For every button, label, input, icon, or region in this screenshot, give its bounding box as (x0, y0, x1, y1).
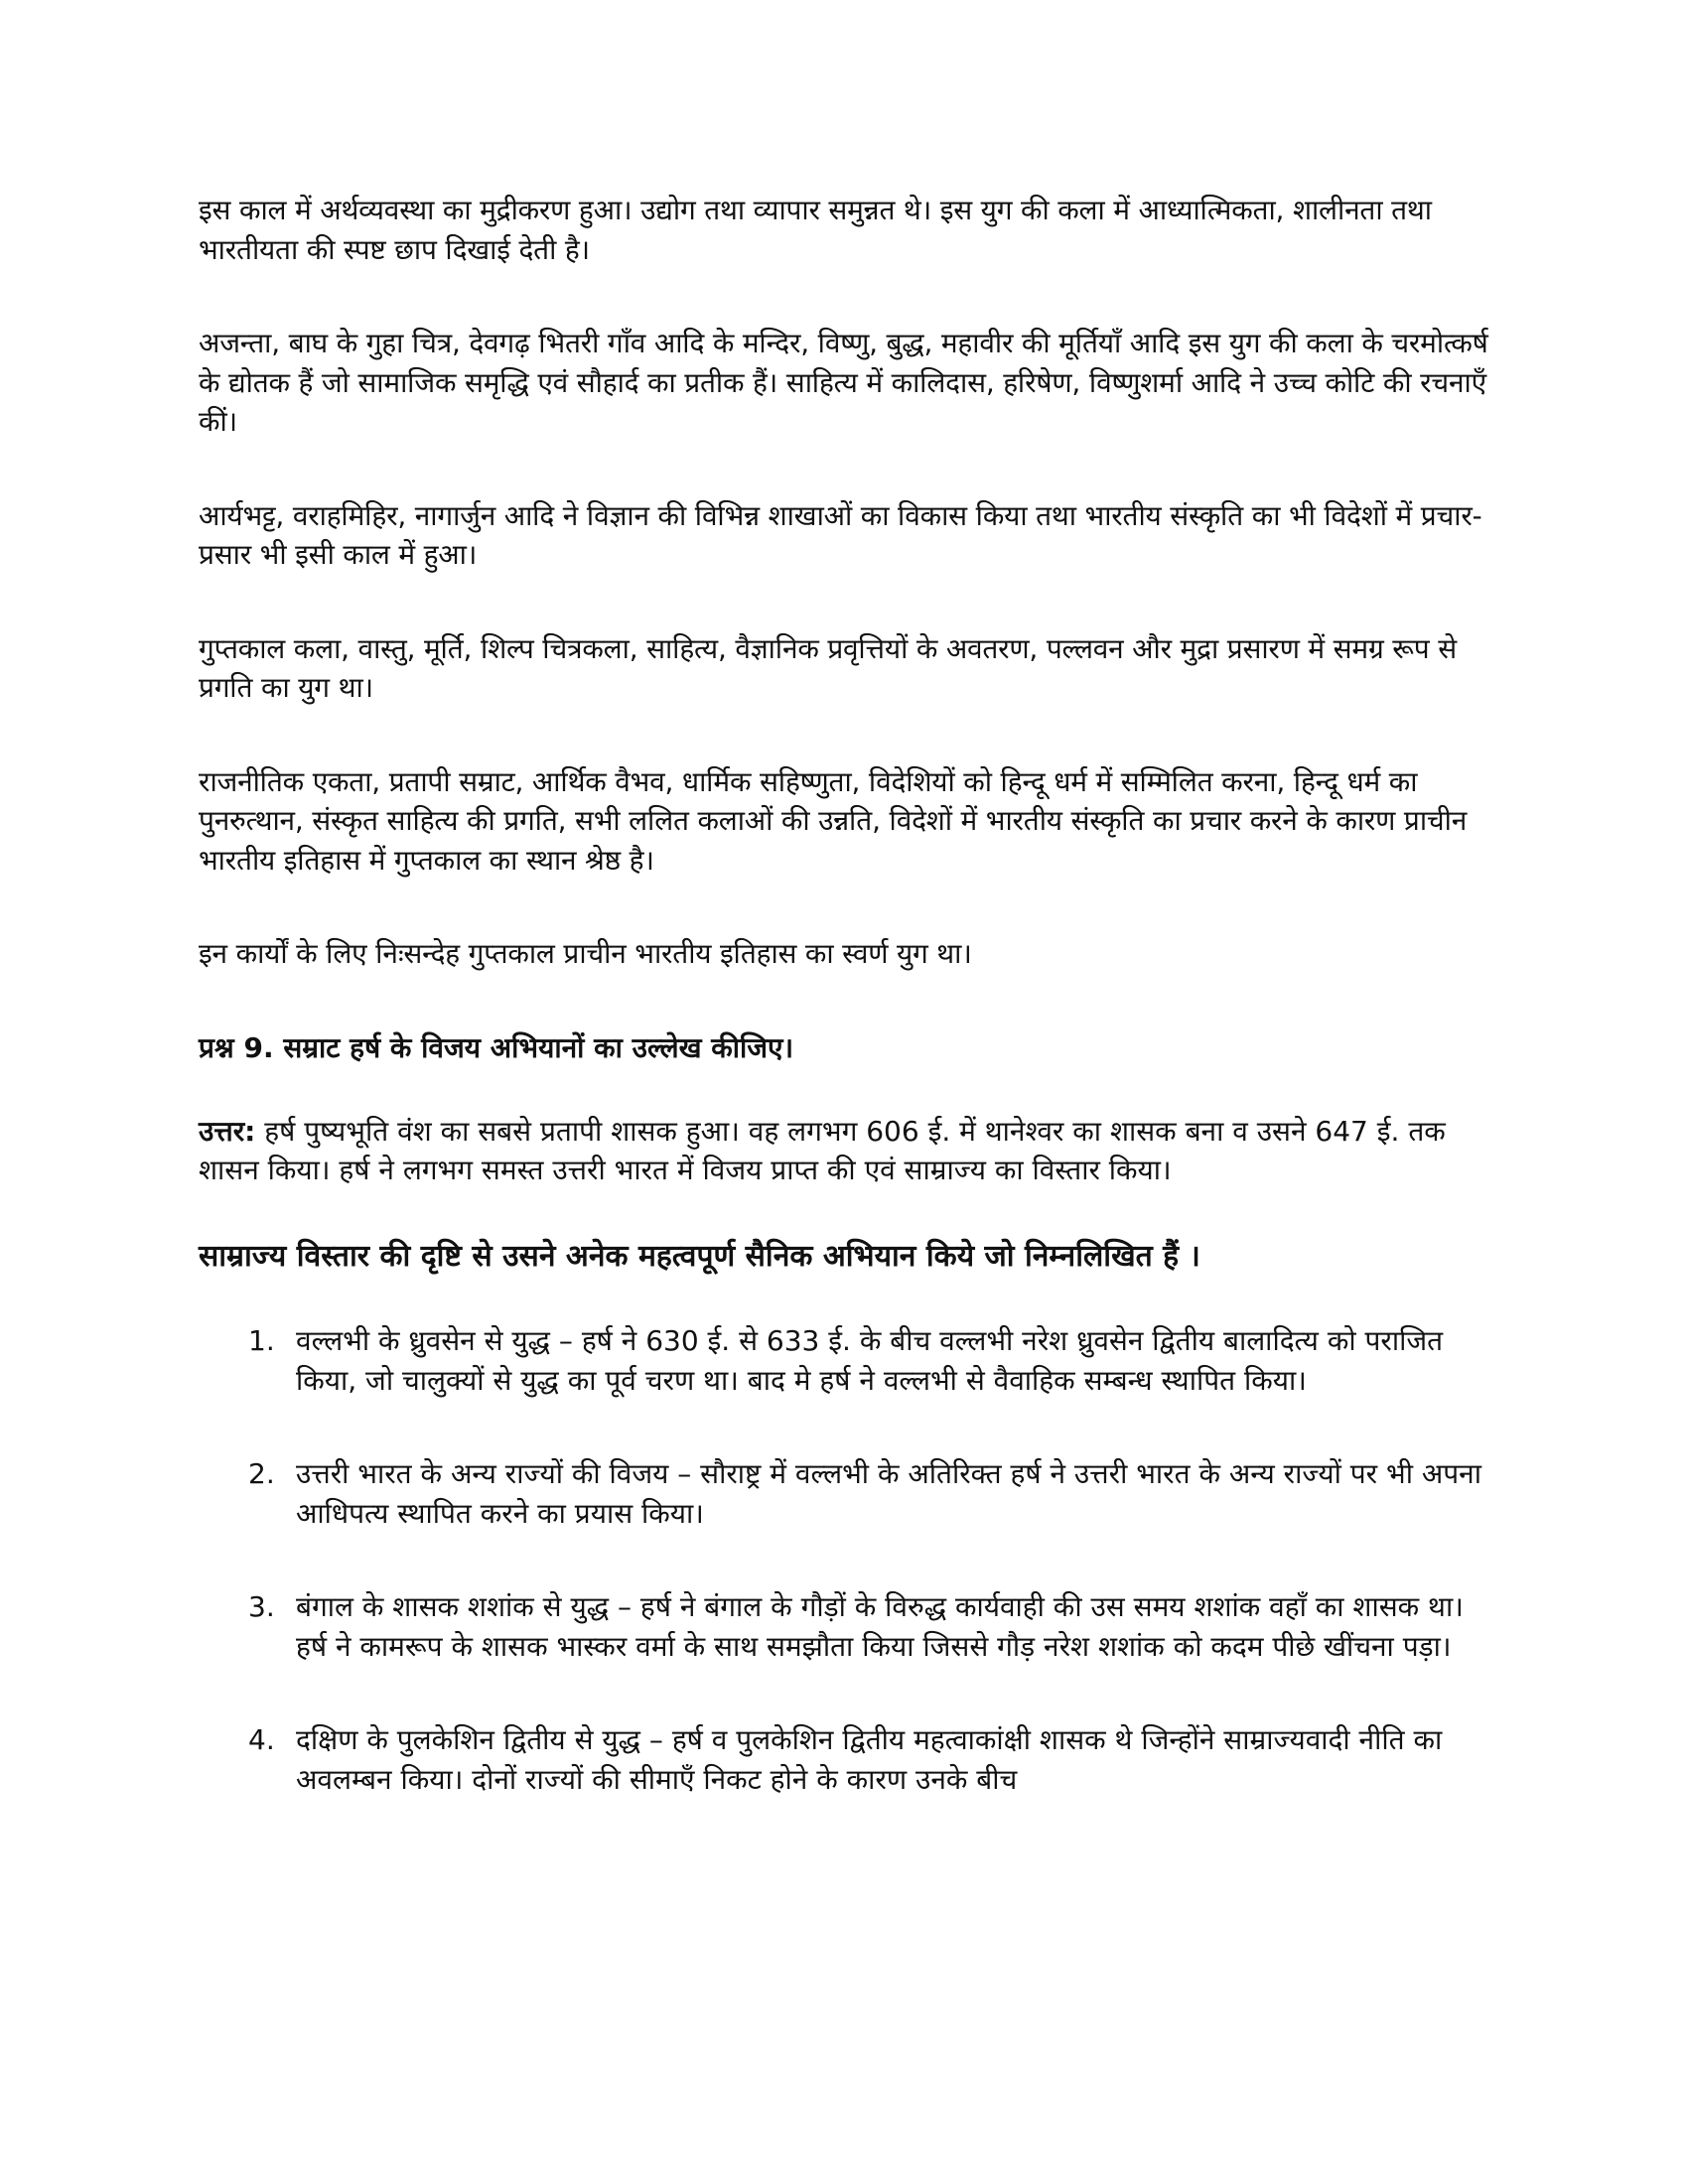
list-number: 2. (248, 1456, 275, 1490)
list-item-text: बंगाल के शासक शशांक से युद्ध – हर्ष ने बंगाल के गौड़ों के विरुद्ध कार्यवाही की उस समय शशांक वहाँ का शासक था। हर्ष ने कामरूप के शासक भास्कर वर्मा के साथ समझौता किया जिससे गौड़ नरेश शशांक को कदम पीछे खींचना पड़ा। (296, 1589, 1464, 1663)
campaign-list (199, 1321, 1489, 1800)
list-item-text: दक्षिण के पुलकेशिन द्वितीय से युद्ध – हर्ष व पुलकेशिन द्वितीय महत्वाकांक्षी शासक थे जिन्होंने साम्राज्यवादी नीति का अवलम्बन किया। दोनों राज्यों की सीमाएँ निकट होने के कारण उनके बीच (296, 1722, 1443, 1796)
paragraph-gupta-greatness: राजनीतिक एकता, प्रतापी सम्राट, आर्थिक वैभव, धार्मिक सहिष्णुता, विदेशियों को हिन्दू धर्म में सम्मिलित करना, हिन्दू धर्म का पुनरुत्थान, संस्कृत साहित्य की प्रगति, सभी ललित कलाओं की उन्नति, विदेशों में भारतीय संस्कृति का प्रचार करने के कारण प्राचीन भारतीय इतिहास में गुप्तकाल का स्थान श्रेष्ठ है। (199, 764, 1468, 877)
document-page (199, 191, 1489, 1853)
list-item (199, 1454, 1489, 1534)
paragraph-art-literature: अजन्ता, बाघ के गुहा चित्र, देवगढ़ भितरी गाँव आदि के मन्दिर, विष्णु, बुद्ध, महावीर की मूर्तियाँ आदि इस युग की कला के चरमोत्कर्ष के द्योतक हैं जो सामाजिक समृद्धि एवं सौहार्द का प्रतीक हैं। साहित्य में कालिदास, हरिषेण, विष्णुशर्मा आदि ने उच्च कोटि की रचनाएँ कीं। (199, 327, 1488, 438)
answer-text: हर्ष पुष्यभूति वंश का सबसे प्रतापी शासक हुआ। वह लगभग 606 ई. में थानेश्वर का शासक बना व उसने 647 ई. तक शासन किया। हर्ष ने लगभग समस्त उत्तरी भारत में विजय प्राप्त की एवं साम्राज्य का विस्तार किया। (199, 1114, 1446, 1186)
list-item (199, 1321, 1489, 1401)
paragraph-science: आर्यभट्ट, वराहमिहिर, नागार्जुन आदि ने विज्ञान की विभिन्न शाखाओं का विकास किया तथा भारतीय संस्कृति का भी विदेशों में प्रचार-प्रसार भी इसी काल में हुआ। (199, 498, 1482, 571)
list-number: 3. (248, 1589, 275, 1623)
answer-label: उत्तर: (199, 1114, 256, 1148)
question-heading: प्रश्न 9. सम्राट हर्ष के विजय अभियानों का उल्लेख कीजिए। (199, 1030, 794, 1064)
paragraph-progress: गुप्तकाल कला, वास्तु, मूर्ति, शिल्प चित्रकला, साहित्य, वैज्ञानिक प्रवृत्तियों के अवतरण, पल्लवन और मुद्रा प्रसारण में समग्र रूप से प्रगति का युग था। (199, 631, 1457, 704)
paragraph-economy-art: इस काल में अर्थव्यवस्था का मुद्रीकरण हुआ। उद्योग तथा व्यापार समुन्नत थे। इस युग की कला में आध्यात्मिकता, शालीनता तथा भारतीयता की स्पष्ट छाप दिखाई देती है। (199, 194, 1432, 266)
list-item-text: उत्तरी भारत के अन्य राज्यों की विजय – सौराष्ट्र में वल्लभी के अतिरिक्त हर्ष ने उत्तरी भारत के अन्य राज्यों पर भी अपना आधिपत्य स्थापित करने का प्रयास किया। (296, 1456, 1481, 1530)
list-number: 1. (248, 1323, 275, 1357)
paragraph-golden-age: इन कार्यों के लिए निःसन्देह गुप्तकाल प्राचीन भारतीय इतिहास का स्वर्ण युग था। (199, 937, 972, 970)
list-number: 4. (248, 1722, 275, 1756)
answer-paragraph (199, 1112, 1489, 1190)
list-item (199, 1720, 1489, 1800)
list-item-text: वल्लभी के ध्रुवसेन से युद्ध – हर्ष ने 630 ई. से 633 ई. के बीच वल्लभी नरेश ध्रुवसेन द्वितीय बालादित्य को पराजित किया, जो चालुक्यों से युद्ध का पूर्व चरण था। बाद मे हर्ष ने वल्लभी से वैवाहिक सम्बन्ध स्थापित किया। (296, 1323, 1444, 1397)
list-item (199, 1587, 1489, 1667)
section-heading: साम्राज्य विस्तार की दृष्टि से उसने अनेक महत्वपूर्ण सैनिक अभियान किये जो निम्नलिखित हैं । (199, 1238, 1200, 1274)
